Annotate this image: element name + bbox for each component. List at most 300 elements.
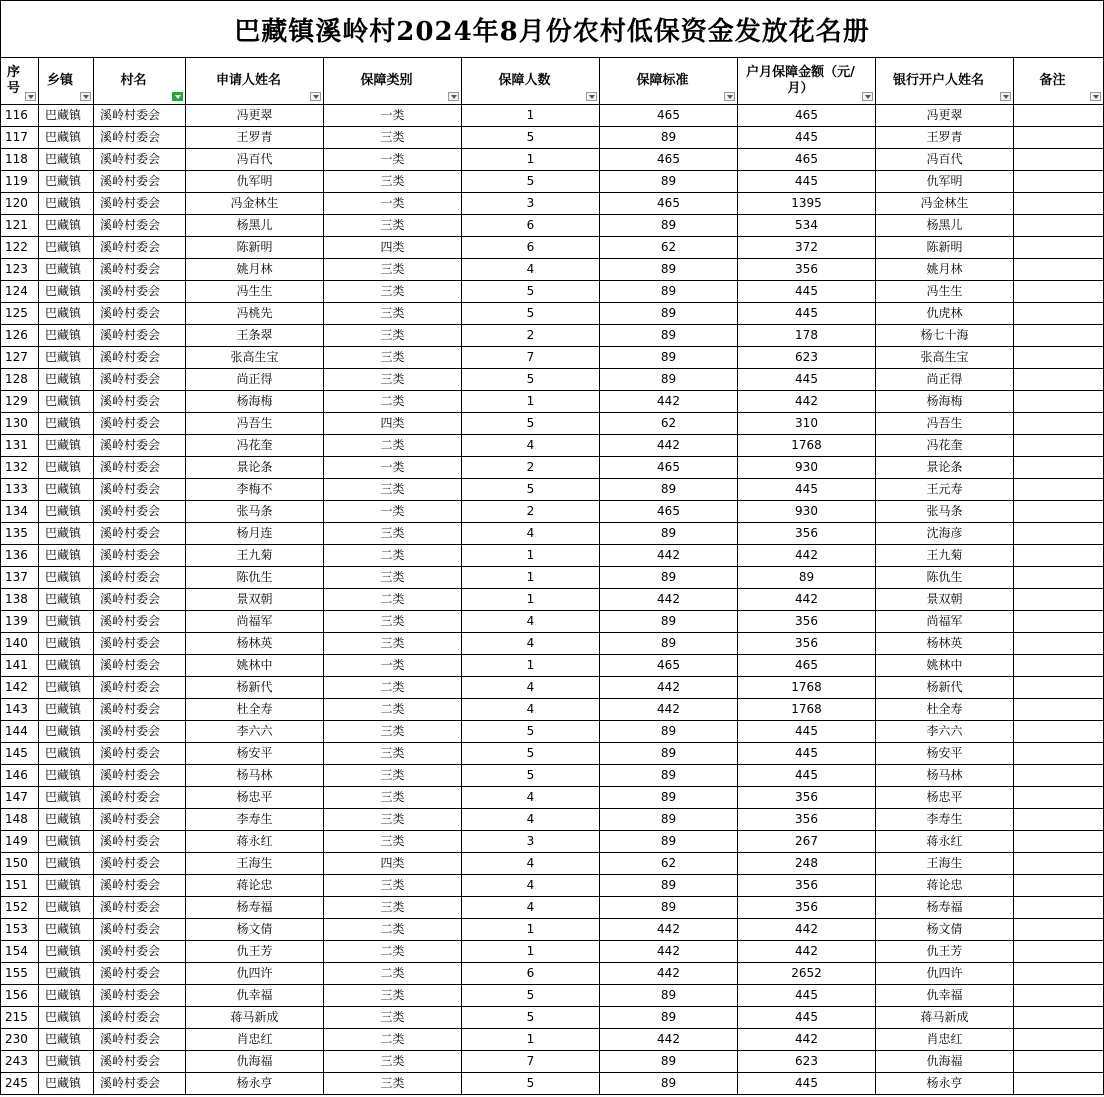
cell-remark[interactable] xyxy=(1014,677,1104,699)
cell-remark[interactable] xyxy=(1014,721,1104,743)
cell-applicant[interactable]: 陈新明 xyxy=(186,237,324,259)
cell-standard[interactable]: 442 xyxy=(600,963,738,985)
cell-standard[interactable]: 89 xyxy=(600,787,738,809)
cell-amount[interactable]: 178 xyxy=(738,325,876,347)
cell-standard[interactable]: 442 xyxy=(600,941,738,963)
cell-amount[interactable]: 310 xyxy=(738,413,876,435)
cell-remark[interactable] xyxy=(1014,1073,1104,1095)
cell-seq[interactable]: 141 xyxy=(1,655,39,677)
cell-category[interactable]: 三类 xyxy=(324,171,462,193)
cell-standard[interactable]: 442 xyxy=(600,699,738,721)
cell-seq[interactable]: 150 xyxy=(1,853,39,875)
cell-count[interactable]: 1 xyxy=(462,655,600,677)
cell-village[interactable]: 溪岭村委会 xyxy=(94,1073,186,1095)
cell-standard[interactable]: 89 xyxy=(600,743,738,765)
cell-applicant[interactable]: 仇幸福 xyxy=(186,985,324,1007)
cell-applicant[interactable]: 蒋永红 xyxy=(186,831,324,853)
cell-town[interactable]: 巴藏镇 xyxy=(39,1051,94,1073)
cell-town[interactable]: 巴藏镇 xyxy=(39,127,94,149)
cell-village[interactable]: 溪岭村委会 xyxy=(94,347,186,369)
cell-count[interactable]: 3 xyxy=(462,831,600,853)
cell-town[interactable]: 巴藏镇 xyxy=(39,875,94,897)
cell-remark[interactable] xyxy=(1014,237,1104,259)
cell-category[interactable]: 三类 xyxy=(324,1051,462,1073)
cell-category[interactable]: 三类 xyxy=(324,479,462,501)
cell-standard[interactable]: 89 xyxy=(600,127,738,149)
cell-amount[interactable]: 465 xyxy=(738,149,876,171)
cell-standard[interactable]: 89 xyxy=(600,1007,738,1029)
cell-category[interactable]: 三类 xyxy=(324,985,462,1007)
cell-applicant[interactable]: 杜全寿 xyxy=(186,699,324,721)
cell-applicant[interactable]: 王九菊 xyxy=(186,545,324,567)
cell-count[interactable]: 1 xyxy=(462,567,600,589)
cell-town[interactable]: 巴藏镇 xyxy=(39,193,94,215)
cell-seq[interactable]: 137 xyxy=(1,567,39,589)
cell-seq[interactable]: 121 xyxy=(1,215,39,237)
dropdown-arrow-icon[interactable] xyxy=(25,92,36,101)
cell-applicant[interactable]: 蒋马新成 xyxy=(186,1007,324,1029)
cell-count[interactable]: 5 xyxy=(462,479,600,501)
cell-category[interactable]: 一类 xyxy=(324,149,462,171)
cell-applicant[interactable]: 冯更翠 xyxy=(186,105,324,127)
cell-remark[interactable] xyxy=(1014,589,1104,611)
cell-category[interactable]: 三类 xyxy=(324,325,462,347)
cell-village[interactable]: 溪岭村委会 xyxy=(94,457,186,479)
cell-remark[interactable] xyxy=(1014,479,1104,501)
cell-category[interactable]: 三类 xyxy=(324,369,462,391)
cell-amount[interactable]: 442 xyxy=(738,1029,876,1051)
cell-amount[interactable]: 356 xyxy=(738,809,876,831)
cell-standard[interactable]: 89 xyxy=(600,831,738,853)
cell-applicant[interactable]: 杨黑儿 xyxy=(186,215,324,237)
cell-village[interactable]: 溪岭村委会 xyxy=(94,523,186,545)
cell-count[interactable]: 4 xyxy=(462,897,600,919)
cell-category[interactable]: 三类 xyxy=(324,765,462,787)
cell-applicant[interactable]: 李寿生 xyxy=(186,809,324,831)
cell-amount[interactable]: 356 xyxy=(738,633,876,655)
cell-account-holder[interactable]: 姚林中 xyxy=(876,655,1014,677)
cell-amount[interactable]: 445 xyxy=(738,303,876,325)
cell-count[interactable]: 5 xyxy=(462,127,600,149)
cell-remark[interactable] xyxy=(1014,831,1104,853)
cell-count[interactable]: 1 xyxy=(462,149,600,171)
cell-seq[interactable]: 156 xyxy=(1,985,39,1007)
cell-count[interactable]: 4 xyxy=(462,875,600,897)
cell-remark[interactable] xyxy=(1014,743,1104,765)
cell-amount[interactable]: 1768 xyxy=(738,699,876,721)
cell-amount[interactable]: 445 xyxy=(738,985,876,1007)
cell-seq[interactable]: 145 xyxy=(1,743,39,765)
cell-standard[interactable]: 442 xyxy=(600,1029,738,1051)
cell-town[interactable]: 巴藏镇 xyxy=(39,369,94,391)
cell-amount[interactable]: 445 xyxy=(738,1007,876,1029)
cell-account-holder[interactable]: 王九菊 xyxy=(876,545,1014,567)
cell-town[interactable]: 巴藏镇 xyxy=(39,237,94,259)
cell-account-holder[interactable]: 姚月林 xyxy=(876,259,1014,281)
cell-count[interactable]: 5 xyxy=(462,765,600,787)
cell-account-holder[interactable]: 陈仇生 xyxy=(876,567,1014,589)
cell-seq[interactable]: 154 xyxy=(1,941,39,963)
cell-category[interactable]: 三类 xyxy=(324,897,462,919)
cell-seq[interactable]: 146 xyxy=(1,765,39,787)
cell-account-holder[interactable]: 陈新明 xyxy=(876,237,1014,259)
cell-village[interactable]: 溪岭村委会 xyxy=(94,215,186,237)
cell-account-holder[interactable]: 景双朝 xyxy=(876,589,1014,611)
cell-count[interactable]: 4 xyxy=(462,699,600,721)
cell-amount[interactable]: 445 xyxy=(738,281,876,303)
cell-remark[interactable] xyxy=(1014,391,1104,413)
cell-remark[interactable] xyxy=(1014,127,1104,149)
cell-town[interactable]: 巴藏镇 xyxy=(39,699,94,721)
cell-town[interactable]: 巴藏镇 xyxy=(39,611,94,633)
cell-count[interactable]: 1 xyxy=(462,391,600,413)
cell-town[interactable]: 巴藏镇 xyxy=(39,1007,94,1029)
cell-applicant[interactable]: 张高生宝 xyxy=(186,347,324,369)
cell-standard[interactable]: 89 xyxy=(600,721,738,743)
cell-category[interactable]: 二类 xyxy=(324,677,462,699)
cell-count[interactable]: 4 xyxy=(462,787,600,809)
cell-applicant[interactable]: 姚月林 xyxy=(186,259,324,281)
cell-category[interactable]: 三类 xyxy=(324,523,462,545)
cell-applicant[interactable]: 杨林英 xyxy=(186,633,324,655)
cell-count[interactable]: 5 xyxy=(462,721,600,743)
cell-remark[interactable] xyxy=(1014,347,1104,369)
cell-amount[interactable]: 442 xyxy=(738,919,876,941)
cell-count[interactable]: 2 xyxy=(462,501,600,523)
cell-village[interactable]: 溪岭村委会 xyxy=(94,743,186,765)
cell-applicant[interactable]: 仇海福 xyxy=(186,1051,324,1073)
cell-seq[interactable]: 143 xyxy=(1,699,39,721)
cell-category[interactable]: 二类 xyxy=(324,1029,462,1051)
cell-amount[interactable]: 465 xyxy=(738,655,876,677)
cell-village[interactable]: 溪岭村委会 xyxy=(94,611,186,633)
cell-category[interactable]: 三类 xyxy=(324,721,462,743)
cell-standard[interactable]: 89 xyxy=(600,259,738,281)
cell-seq[interactable]: 134 xyxy=(1,501,39,523)
cell-category[interactable]: 一类 xyxy=(324,457,462,479)
cell-town[interactable]: 巴藏镇 xyxy=(39,963,94,985)
cell-applicant[interactable]: 景论条 xyxy=(186,457,324,479)
cell-account-holder[interactable]: 蒋论忠 xyxy=(876,875,1014,897)
cell-remark[interactable] xyxy=(1014,325,1104,347)
cell-account-holder[interactable]: 尚正得 xyxy=(876,369,1014,391)
cell-remark[interactable] xyxy=(1014,655,1104,677)
cell-town[interactable]: 巴藏镇 xyxy=(39,545,94,567)
cell-applicant[interactable]: 冯生生 xyxy=(186,281,324,303)
cell-applicant[interactable]: 仇王芳 xyxy=(186,941,324,963)
cell-town[interactable]: 巴藏镇 xyxy=(39,853,94,875)
cell-applicant[interactable]: 仇四许 xyxy=(186,963,324,985)
cell-village[interactable]: 溪岭村委会 xyxy=(94,1007,186,1029)
cell-standard[interactable]: 89 xyxy=(600,897,738,919)
cell-town[interactable]: 巴藏镇 xyxy=(39,347,94,369)
cell-village[interactable]: 溪岭村委会 xyxy=(94,941,186,963)
cell-seq[interactable]: 124 xyxy=(1,281,39,303)
cell-town[interactable]: 巴藏镇 xyxy=(39,303,94,325)
cell-applicant[interactable]: 杨新代 xyxy=(186,677,324,699)
cell-account-holder[interactable]: 仇军明 xyxy=(876,171,1014,193)
cell-town[interactable]: 巴藏镇 xyxy=(39,677,94,699)
cell-village[interactable]: 溪岭村委会 xyxy=(94,413,186,435)
cell-account-holder[interactable]: 杨黑儿 xyxy=(876,215,1014,237)
cell-standard[interactable]: 89 xyxy=(600,325,738,347)
cell-remark[interactable] xyxy=(1014,897,1104,919)
cell-amount[interactable]: 372 xyxy=(738,237,876,259)
cell-category[interactable]: 三类 xyxy=(324,567,462,589)
cell-account-holder[interactable]: 张高生宝 xyxy=(876,347,1014,369)
cell-account-holder[interactable]: 王海生 xyxy=(876,853,1014,875)
cell-standard[interactable]: 62 xyxy=(600,413,738,435)
cell-applicant[interactable]: 杨安平 xyxy=(186,743,324,765)
cell-applicant[interactable]: 蒋论忠 xyxy=(186,875,324,897)
cell-seq[interactable]: 128 xyxy=(1,369,39,391)
dropdown-arrow-icon[interactable] xyxy=(1090,92,1101,101)
cell-seq[interactable]: 125 xyxy=(1,303,39,325)
cell-count[interactable]: 4 xyxy=(462,259,600,281)
cell-seq[interactable]: 133 xyxy=(1,479,39,501)
cell-account-holder[interactable]: 仇海福 xyxy=(876,1051,1014,1073)
cell-seq[interactable]: 135 xyxy=(1,523,39,545)
cell-account-holder[interactable]: 杨文倩 xyxy=(876,919,1014,941)
cell-village[interactable]: 溪岭村委会 xyxy=(94,765,186,787)
cell-count[interactable]: 1 xyxy=(462,545,600,567)
cell-remark[interactable] xyxy=(1014,809,1104,831)
cell-count[interactable]: 5 xyxy=(462,985,600,1007)
cell-applicant[interactable]: 冯百代 xyxy=(186,149,324,171)
cell-count[interactable]: 4 xyxy=(462,611,600,633)
cell-town[interactable]: 巴藏镇 xyxy=(39,589,94,611)
cell-town[interactable]: 巴藏镇 xyxy=(39,479,94,501)
cell-village[interactable]: 溪岭村委会 xyxy=(94,787,186,809)
cell-standard[interactable]: 89 xyxy=(600,281,738,303)
cell-account-holder[interactable]: 沈海彦 xyxy=(876,523,1014,545)
cell-account-holder[interactable]: 杨七十海 xyxy=(876,325,1014,347)
cell-town[interactable]: 巴藏镇 xyxy=(39,809,94,831)
cell-village[interactable]: 溪岭村委会 xyxy=(94,567,186,589)
cell-account-holder[interactable]: 冯花奎 xyxy=(876,435,1014,457)
cell-remark[interactable] xyxy=(1014,1007,1104,1029)
cell-count[interactable]: 5 xyxy=(462,171,600,193)
cell-standard[interactable]: 89 xyxy=(600,347,738,369)
cell-standard[interactable]: 89 xyxy=(600,479,738,501)
cell-category[interactable]: 一类 xyxy=(324,193,462,215)
cell-account-holder[interactable]: 李寿生 xyxy=(876,809,1014,831)
cell-account-holder[interactable]: 李六六 xyxy=(876,721,1014,743)
cell-seq[interactable]: 117 xyxy=(1,127,39,149)
cell-village[interactable]: 溪岭村委会 xyxy=(94,501,186,523)
cell-account-holder[interactable]: 杨永亨 xyxy=(876,1073,1014,1095)
cell-category[interactable]: 三类 xyxy=(324,281,462,303)
cell-category[interactable]: 二类 xyxy=(324,589,462,611)
cell-standard[interactable]: 465 xyxy=(600,149,738,171)
cell-town[interactable]: 巴藏镇 xyxy=(39,413,94,435)
cell-remark[interactable] xyxy=(1014,281,1104,303)
cell-village[interactable]: 溪岭村委会 xyxy=(94,171,186,193)
cell-standard[interactable]: 442 xyxy=(600,589,738,611)
cell-count[interactable]: 5 xyxy=(462,413,600,435)
cell-town[interactable]: 巴藏镇 xyxy=(39,149,94,171)
cell-seq[interactable]: 155 xyxy=(1,963,39,985)
cell-account-holder[interactable]: 肖忠红 xyxy=(876,1029,1014,1051)
dropdown-arrow-icon[interactable] xyxy=(586,92,597,101)
cell-category[interactable]: 四类 xyxy=(324,237,462,259)
cell-remark[interactable] xyxy=(1014,699,1104,721)
cell-account-holder[interactable]: 杨马林 xyxy=(876,765,1014,787)
cell-account-holder[interactable]: 冯更翠 xyxy=(876,105,1014,127)
cell-amount[interactable]: 534 xyxy=(738,215,876,237)
cell-town[interactable]: 巴藏镇 xyxy=(39,105,94,127)
cell-amount[interactable]: 442 xyxy=(738,391,876,413)
cell-count[interactable]: 5 xyxy=(462,1007,600,1029)
cell-category[interactable]: 三类 xyxy=(324,303,462,325)
cell-applicant[interactable]: 王条翠 xyxy=(186,325,324,347)
cell-standard[interactable]: 89 xyxy=(600,1051,738,1073)
cell-amount[interactable]: 623 xyxy=(738,347,876,369)
cell-account-holder[interactable]: 冯吾生 xyxy=(876,413,1014,435)
cell-category[interactable]: 二类 xyxy=(324,963,462,985)
cell-category[interactable]: 三类 xyxy=(324,831,462,853)
cell-standard[interactable]: 89 xyxy=(600,875,738,897)
cell-town[interactable]: 巴藏镇 xyxy=(39,259,94,281)
cell-amount[interactable]: 356 xyxy=(738,787,876,809)
cell-category[interactable]: 二类 xyxy=(324,941,462,963)
cell-remark[interactable] xyxy=(1014,171,1104,193)
cell-standard[interactable]: 89 xyxy=(600,369,738,391)
cell-seq[interactable]: 243 xyxy=(1,1051,39,1073)
cell-village[interactable]: 溪岭村委会 xyxy=(94,633,186,655)
cell-village[interactable]: 溪岭村委会 xyxy=(94,105,186,127)
cell-standard[interactable]: 89 xyxy=(600,809,738,831)
dropdown-arrow-icon[interactable] xyxy=(724,92,735,101)
cell-count[interactable]: 5 xyxy=(462,369,600,391)
cell-seq[interactable]: 152 xyxy=(1,897,39,919)
cell-town[interactable]: 巴藏镇 xyxy=(39,831,94,853)
cell-amount[interactable]: 1395 xyxy=(738,193,876,215)
dropdown-arrow-icon[interactable] xyxy=(862,92,873,101)
cell-category[interactable]: 二类 xyxy=(324,435,462,457)
cell-amount[interactable]: 89 xyxy=(738,567,876,589)
cell-town[interactable]: 巴藏镇 xyxy=(39,391,94,413)
cell-town[interactable]: 巴藏镇 xyxy=(39,743,94,765)
cell-standard[interactable]: 89 xyxy=(600,985,738,1007)
cell-remark[interactable] xyxy=(1014,941,1104,963)
cell-standard[interactable]: 465 xyxy=(600,501,738,523)
cell-town[interactable]: 巴藏镇 xyxy=(39,1029,94,1051)
cell-village[interactable]: 溪岭村委会 xyxy=(94,193,186,215)
cell-account-holder[interactable]: 仇幸福 xyxy=(876,985,1014,1007)
cell-amount[interactable]: 1768 xyxy=(738,677,876,699)
cell-applicant[interactable]: 冯吾生 xyxy=(186,413,324,435)
cell-remark[interactable] xyxy=(1014,963,1104,985)
cell-village[interactable]: 溪岭村委会 xyxy=(94,281,186,303)
cell-town[interactable]: 巴藏镇 xyxy=(39,765,94,787)
cell-count[interactable]: 7 xyxy=(462,1051,600,1073)
cell-category[interactable]: 三类 xyxy=(324,875,462,897)
cell-seq[interactable]: 148 xyxy=(1,809,39,831)
cell-standard[interactable]: 442 xyxy=(600,545,738,567)
cell-standard[interactable]: 62 xyxy=(600,237,738,259)
cell-village[interactable]: 溪岭村委会 xyxy=(94,963,186,985)
cell-village[interactable]: 溪岭村委会 xyxy=(94,655,186,677)
cell-account-holder[interactable]: 仇四许 xyxy=(876,963,1014,985)
cell-applicant[interactable]: 杨马林 xyxy=(186,765,324,787)
cell-account-holder[interactable]: 蒋永红 xyxy=(876,831,1014,853)
cell-account-holder[interactable]: 杨忠平 xyxy=(876,787,1014,809)
cell-standard[interactable]: 62 xyxy=(600,853,738,875)
cell-standard[interactable]: 89 xyxy=(600,171,738,193)
cell-amount[interactable]: 248 xyxy=(738,853,876,875)
cell-account-holder[interactable]: 蒋马新成 xyxy=(876,1007,1014,1029)
cell-town[interactable]: 巴藏镇 xyxy=(39,523,94,545)
cell-applicant[interactable]: 姚林中 xyxy=(186,655,324,677)
cell-village[interactable]: 溪岭村委会 xyxy=(94,853,186,875)
cell-count[interactable]: 1 xyxy=(462,105,600,127)
cell-category[interactable]: 三类 xyxy=(324,1073,462,1095)
cell-account-holder[interactable]: 景论条 xyxy=(876,457,1014,479)
cell-amount[interactable]: 623 xyxy=(738,1051,876,1073)
cell-village[interactable]: 溪岭村委会 xyxy=(94,809,186,831)
cell-count[interactable]: 3 xyxy=(462,193,600,215)
cell-category[interactable]: 三类 xyxy=(324,1007,462,1029)
cell-standard[interactable]: 465 xyxy=(600,105,738,127)
cell-standard[interactable]: 465 xyxy=(600,457,738,479)
cell-account-holder[interactable]: 仇虎林 xyxy=(876,303,1014,325)
cell-amount[interactable]: 445 xyxy=(738,765,876,787)
cell-account-holder[interactable]: 杨林英 xyxy=(876,633,1014,655)
cell-remark[interactable] xyxy=(1014,611,1104,633)
cell-remark[interactable] xyxy=(1014,765,1104,787)
cell-seq[interactable]: 245 xyxy=(1,1073,39,1095)
cell-seq[interactable]: 149 xyxy=(1,831,39,853)
cell-category[interactable]: 二类 xyxy=(324,391,462,413)
cell-standard[interactable]: 89 xyxy=(600,611,738,633)
cell-category[interactable]: 三类 xyxy=(324,633,462,655)
cell-applicant[interactable]: 冯金林生 xyxy=(186,193,324,215)
cell-village[interactable]: 溪岭村委会 xyxy=(94,545,186,567)
cell-count[interactable]: 5 xyxy=(462,281,600,303)
dropdown-arrow-icon[interactable] xyxy=(1000,92,1011,101)
cell-standard[interactable]: 89 xyxy=(600,765,738,787)
cell-account-holder[interactable]: 王元寿 xyxy=(876,479,1014,501)
cell-standard[interactable]: 442 xyxy=(600,435,738,457)
cell-village[interactable]: 溪岭村委会 xyxy=(94,369,186,391)
cell-count[interactable]: 1 xyxy=(462,589,600,611)
cell-amount[interactable]: 465 xyxy=(738,105,876,127)
cell-village[interactable]: 溪岭村委会 xyxy=(94,677,186,699)
cell-town[interactable]: 巴藏镇 xyxy=(39,435,94,457)
cell-village[interactable]: 溪岭村委会 xyxy=(94,479,186,501)
cell-remark[interactable] xyxy=(1014,149,1104,171)
cell-town[interactable]: 巴藏镇 xyxy=(39,787,94,809)
cell-village[interactable]: 溪岭村委会 xyxy=(94,1051,186,1073)
cell-category[interactable]: 一类 xyxy=(324,105,462,127)
cell-standard[interactable]: 89 xyxy=(600,215,738,237)
dropdown-arrow-icon[interactable] xyxy=(448,92,459,101)
cell-count[interactable]: 4 xyxy=(462,523,600,545)
cell-seq[interactable]: 116 xyxy=(1,105,39,127)
cell-standard[interactable]: 442 xyxy=(600,919,738,941)
cell-amount[interactable]: 445 xyxy=(738,171,876,193)
cell-category[interactable]: 三类 xyxy=(324,215,462,237)
cell-category[interactable]: 三类 xyxy=(324,743,462,765)
cell-category[interactable]: 三类 xyxy=(324,127,462,149)
cell-town[interactable]: 巴藏镇 xyxy=(39,721,94,743)
cell-count[interactable]: 4 xyxy=(462,677,600,699)
cell-category[interactable]: 三类 xyxy=(324,611,462,633)
cell-amount[interactable]: 445 xyxy=(738,479,876,501)
cell-town[interactable]: 巴藏镇 xyxy=(39,501,94,523)
cell-town[interactable]: 巴藏镇 xyxy=(39,215,94,237)
